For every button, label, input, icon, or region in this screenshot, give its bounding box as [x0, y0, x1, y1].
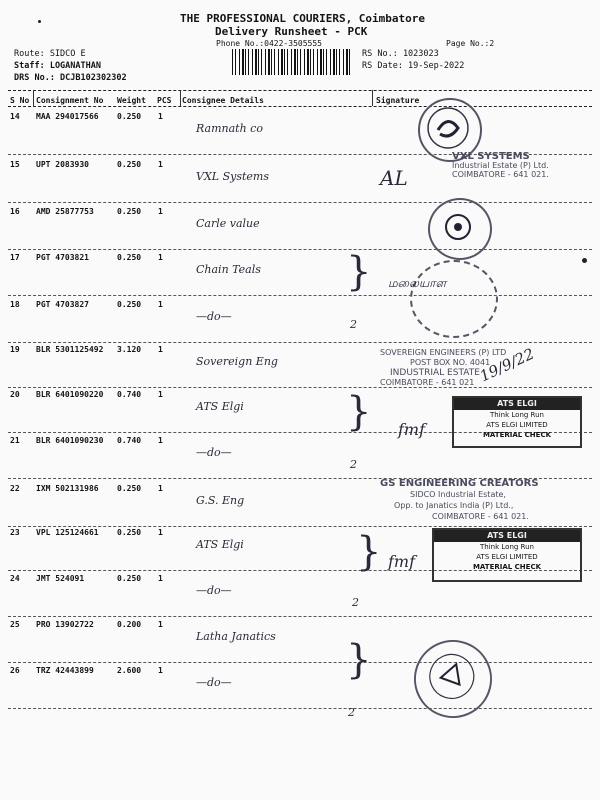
staff-label: Staff: LOGANATHAN	[14, 61, 101, 71]
ink-speck	[38, 20, 41, 23]
row-pcs: 1	[158, 253, 163, 262]
row-consignment-no: TRZ 42443899	[36, 666, 94, 675]
row-consignee-handwritten: ATS Elgi	[196, 400, 244, 413]
row-weight: 0.250	[117, 207, 142, 216]
company-title: THE PROFESSIONAL COURIERS, Coimbatore	[180, 12, 426, 25]
runsheet-subtitle: Delivery Runsheet - PCK	[215, 25, 368, 38]
row-pcs: 1	[158, 207, 163, 216]
row-sno: 15	[10, 160, 20, 169]
signature-ats-2: fmf	[388, 552, 416, 571]
row-sno: 19	[10, 345, 20, 354]
row-pcs: 1	[158, 345, 163, 354]
drs-number: DRS No.: DCJB102302302	[14, 73, 127, 83]
row-separator	[8, 295, 592, 296]
row-pcs: 1	[158, 300, 163, 309]
carle-value-stamp	[428, 198, 492, 260]
row-consignee-handwritten: ATS Elgi	[196, 538, 244, 551]
route-label: Route: SIDCO E	[14, 49, 86, 59]
row-pcs: 1	[158, 528, 163, 537]
pcs-count-mark: 2	[348, 706, 355, 719]
signature-ats: fmf	[398, 420, 426, 439]
row-consignee-handwritten: Ramnath co	[196, 122, 263, 135]
row-consignee-handwritten: Latha Janatics	[196, 630, 276, 643]
row-consignment-no: BLR 6401090220	[36, 390, 104, 399]
ink-speck	[582, 258, 587, 263]
col-header-details: Consignee Details	[182, 96, 264, 105]
row-separator	[8, 342, 592, 343]
valve-icon	[430, 200, 486, 254]
row-consignee-handwritten: —do—	[196, 310, 232, 323]
row-consignment-no: BLR 5301125492	[36, 345, 104, 354]
row-separator	[8, 708, 592, 709]
gs-engineering-stamp: GS ENGINEERING CREATORS SIDCO Industrial Estate, Opp. to Janatics India (P) Ltd., COIMBATORE - 641 021.	[380, 478, 539, 521]
row-weight: 2.600	[117, 666, 142, 675]
pcs-count-mark: 2	[350, 458, 357, 471]
row-weight: 0.250	[117, 574, 142, 583]
rs-number: RS No.: 1023023	[362, 49, 439, 59]
row-separator	[8, 616, 592, 617]
row-sno: 17	[10, 253, 20, 262]
row-sno: 18	[10, 300, 20, 309]
col-header-signature: Signature	[376, 96, 420, 105]
row-consignment-no: PGT 4703821	[36, 253, 89, 262]
row-consignment-no: PRO 13902722	[36, 620, 94, 629]
col-divider	[180, 90, 181, 106]
row-consignment-no: MAA 294017566	[36, 112, 99, 121]
row-consignee-handwritten: —do—	[196, 584, 232, 597]
signature-date: 19/9/22	[476, 344, 537, 386]
bracket-mark: }	[346, 637, 372, 683]
row-weight: 0.250	[117, 112, 142, 121]
row-consignee-handwritten: Chain Teals	[196, 263, 261, 276]
row-consignee-handwritten: —do—	[196, 446, 232, 459]
row-weight: 0.740	[117, 436, 142, 445]
bracket-mark: }	[356, 529, 382, 575]
row-sno: 23	[10, 528, 20, 537]
header-rule-bottom	[8, 106, 592, 107]
sovereign-stamp: SOVEREIGN ENGINEERS (P) LTD POST BOX NO. 4041 INDUSTRIAL ESTATE COIMBATORE - 641 021	[380, 348, 507, 387]
row-consignment-no: PGT 4703827	[36, 300, 89, 309]
row-pcs: 1	[158, 574, 163, 583]
chain-teals-round-stamp	[410, 260, 498, 338]
row-pcs: 1	[158, 160, 163, 169]
row-sno: 22	[10, 484, 20, 493]
janatics-round-stamp	[403, 629, 503, 729]
row-pcs: 1	[158, 484, 163, 493]
col-header-weight: Weight	[117, 96, 146, 105]
col-divider	[372, 90, 373, 106]
col-header-sno: S No	[10, 96, 30, 105]
row-consignment-no: BLR 6401090230	[36, 436, 104, 445]
row-weight: 0.250	[117, 528, 142, 537]
row-separator	[8, 662, 592, 663]
row-sno: 24	[10, 574, 20, 583]
row-separator	[8, 249, 592, 250]
pcs-count-mark: 2	[352, 596, 359, 609]
bracket-mark: }	[346, 249, 372, 295]
row-consignee-handwritten: Sovereign Eng	[196, 355, 278, 368]
row-weight: 3.120	[117, 345, 142, 354]
row-sno: 25	[10, 620, 20, 629]
row-pcs: 1	[158, 666, 163, 675]
row-sno: 26	[10, 666, 20, 675]
row-consignee-handwritten: VXL Systems	[196, 170, 269, 183]
row-weight: 0.200	[117, 620, 142, 629]
row-consignee-handwritten: Carle value	[196, 217, 260, 230]
row-consignee-handwritten: —do—	[196, 676, 232, 689]
bracket-mark: }	[346, 389, 372, 435]
row-separator	[8, 526, 592, 527]
row-pcs: 1	[158, 436, 163, 445]
col-header-consignment: Consignment No	[36, 96, 104, 105]
ats-material-check-stamp-2: ATS ELGI Think Long Run ATS ELGI LIMITED MATERIAL CHECK	[432, 528, 582, 582]
row-separator	[8, 202, 592, 203]
signature-tamil: மலையாள	[388, 276, 447, 290]
row-weight: 0.740	[117, 390, 142, 399]
row-weight: 0.250	[117, 253, 142, 262]
row-consignment-no: UPT 2083930	[36, 160, 89, 169]
stamp-emblem-icon	[420, 100, 476, 156]
row-consignee-handwritten: G.S. Eng	[196, 494, 245, 507]
page-number: Page No.:2	[446, 39, 495, 48]
row-sno: 21	[10, 436, 20, 445]
ats-material-check-stamp: ATS ELGI Think Long Run ATS ELGI LIMITED MATERIAL CHECK	[452, 396, 582, 448]
col-divider	[33, 90, 34, 106]
header-rule-top	[8, 90, 592, 91]
row-weight: 0.250	[117, 484, 142, 493]
row-consignment-no: VPL 125124661	[36, 528, 99, 537]
pcs-count-mark: 2	[350, 318, 357, 331]
phone-number: Phone No.:0422-3505555	[216, 39, 322, 48]
row-sno: 14	[10, 112, 20, 121]
row-weight: 0.250	[117, 300, 142, 309]
row-consignment-no: IXM 502131986	[36, 484, 99, 493]
row-sno: 16	[10, 207, 20, 216]
row-sno: 20	[10, 390, 20, 399]
row-weight: 0.250	[117, 160, 142, 169]
row-consignment-no: JMT 524091	[36, 574, 85, 583]
row-pcs: 1	[158, 112, 163, 121]
vxl-stamp: VXL SYSTEMS Industrial Estate (P) Ltd. COIMBATORE - 641 021.	[452, 151, 549, 179]
row-consignment-no: AMD 25877753	[36, 207, 94, 216]
row-pcs: 1	[158, 620, 163, 629]
barcode-icon	[232, 49, 352, 75]
signature-vxl: AL	[380, 166, 408, 190]
rs-date: RS Date: 19-Sep-2022	[362, 61, 465, 71]
col-header-pcs: PCS	[157, 96, 172, 105]
row-pcs: 1	[158, 390, 163, 399]
